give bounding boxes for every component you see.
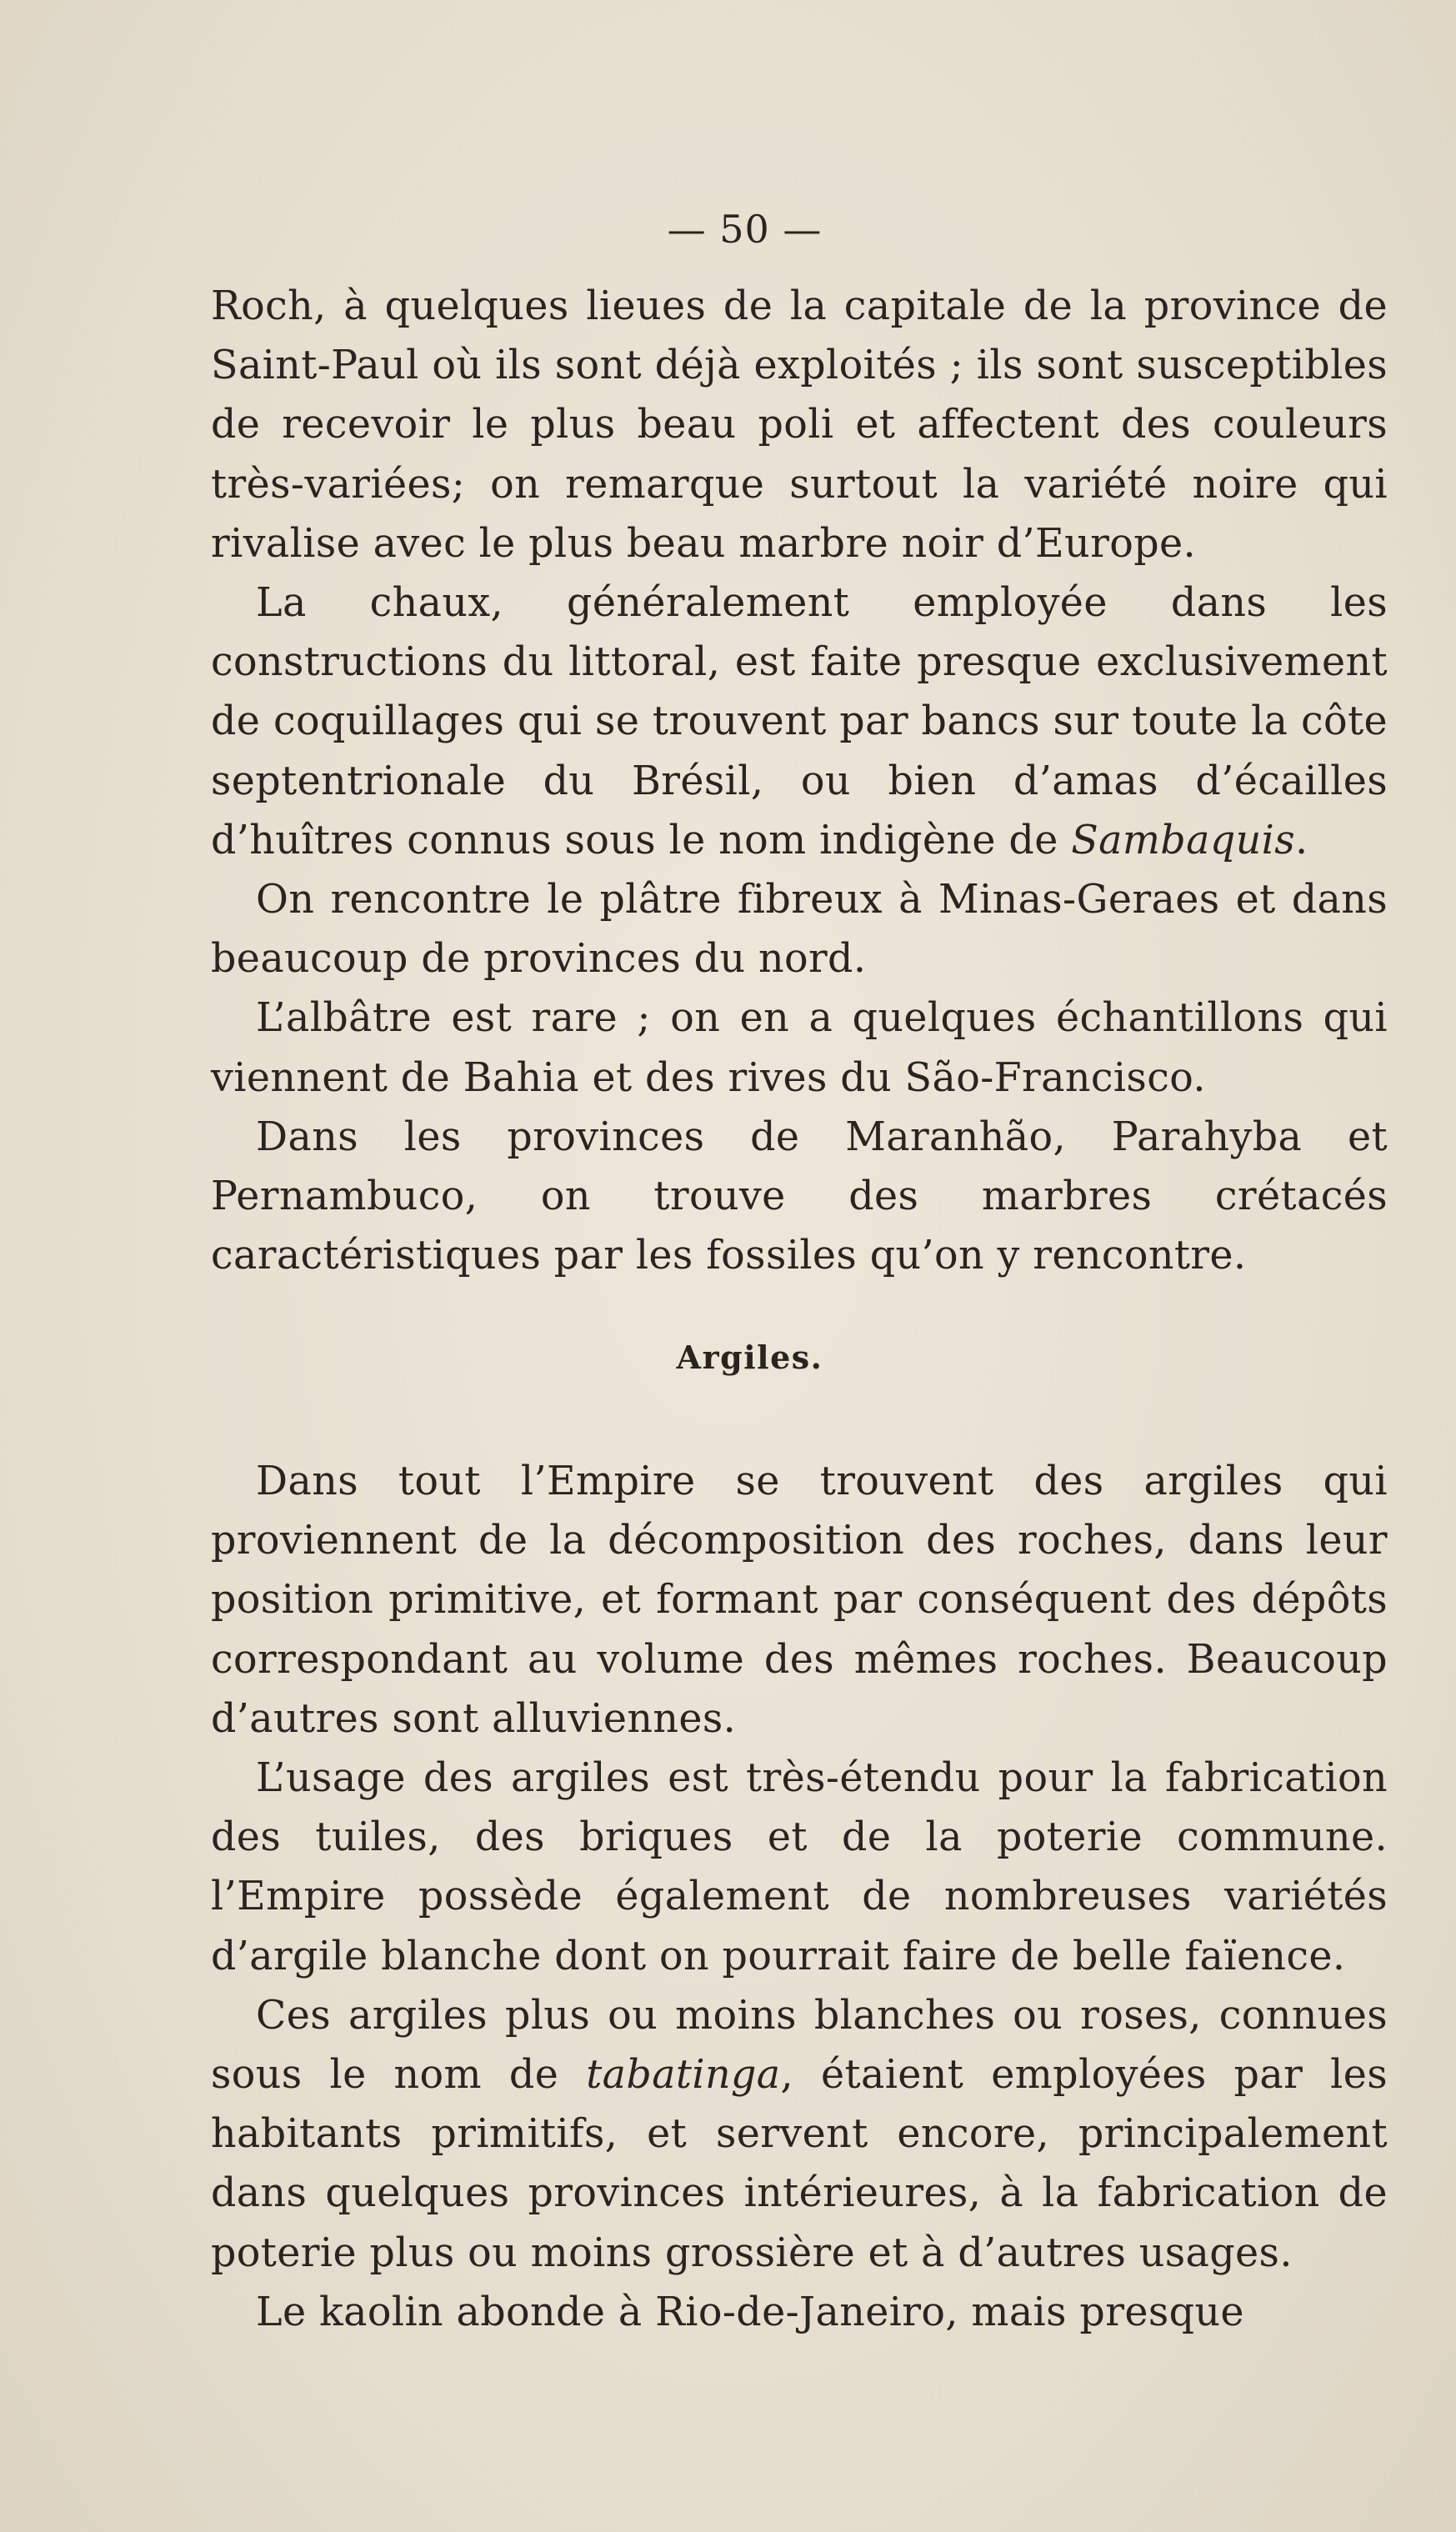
paragraph [211,1986,1388,2283]
paragraph-text: . [1295,817,1308,863]
paragraph-text: , étaient employées par les habitants primitifs, et servent encore, principalement dans quelques provinces intérieures, à la fabrication de poterie plus ou moins grossière et à d’autres usages. [211,2052,1388,2276]
paragraph: Le kaolin abonde à Rio-de-Janeiro, mais presque [256,2289,1244,2335]
paragraph [211,573,1388,870]
italic-term: Sambaquis [1071,817,1295,863]
paragraph: L’usage des argiles est très-étendu pour la fabrication des tuiles, des briques et de la poterie commune. l’Empire possède également de nombreuses variétés d’argile blanche dont on pourrait faire de belle faïence. [211,1755,1388,1979]
paragraph: Dans les provinces de Maranhão, Parahyba et Pernambuco, on trouve des marbres crétacés caractéristiques par les fossiles qu’on y rencontre. [211,1113,1388,1279]
page-number: — 50 — [667,207,823,252]
section-heading: Argiles. [676,1339,823,1376]
paragraph: On rencontre le plâtre fibreux à Minas-Geraes et dans beaucoup de provinces du nord. [211,877,1388,983]
paragraph-text: La chaux, généralement employée dans les constructions du littoral, est faite presque exclusivement de coquillages qui se trouvent par bancs sur toute la côte septentrionale du Brésil, ou bien d’amas d’écailles d’huîtres connus sous le nom indigène de [211,580,1388,863]
text-section-two [211,1452,1388,2342]
text-section-one [211,277,1388,1285]
paragraph: L’albâtre est rare ; on en a quelques échantillons qui viennent de Bahia et des rives du São-Francisco. [211,995,1388,1101]
paragraph: Roch, à quelques lieues de la capitale de la province de Saint-Paul où ils sont déjà exploités ; ils sont susceptibles de recevoir le plus beau poli et affectent des couleurs très-variées; on remarque surtout la variété noire qui rivalise avec le plus beau marbre noir d’Europe. [211,283,1388,567]
paragraph: Dans tout l’Empire se trouvent des argiles qui proviennent de la décomposition des roches, dans leur position primitive, et formant par conséquent des dépôts correspondant au volume des mêmes roches. Beaucoup d’autres sont alluviennes. [211,1459,1388,1742]
paragraph-text: Ces argiles plus ou moins blanches ou roses, connues sous le nom de [211,1992,1388,2099]
italic-term: tabatinga [586,2052,781,2099]
